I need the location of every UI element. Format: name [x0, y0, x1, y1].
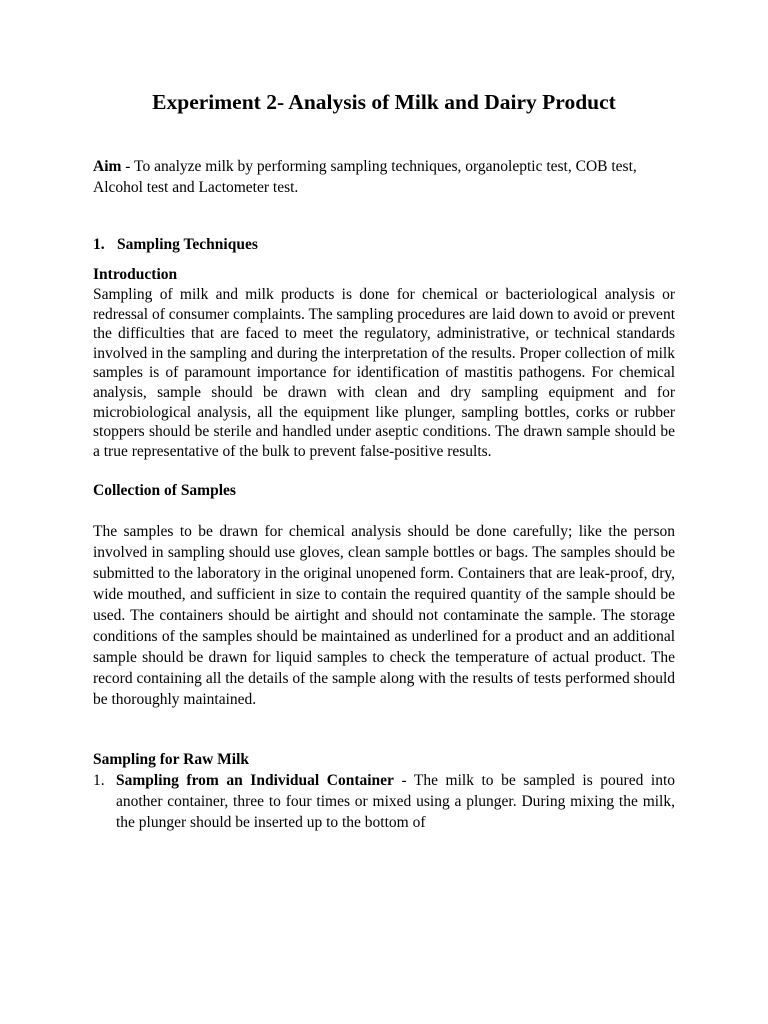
raw-milk-heading: Sampling for Raw Milk [93, 751, 250, 769]
section-number: 1. [93, 236, 105, 253]
list-item-text: - The milk to be sampled is poured into another container, three to four times or mixed using a plunger. During mixing the milk, the plunger should be inserted up to the bottom of [116, 772, 676, 832]
aim-label: Aim [93, 158, 122, 175]
aim-text: - To analyze milk by performing sampling techniques, organoleptic test, COB test, Alcohol test and Lactometer test. [93, 158, 637, 196]
list-item-number: 1. [93, 772, 105, 790]
list-item [93, 770, 675, 833]
collection-paragraph: The samples to be drawn for chemical analysis should be done carefully; like the person involved in sampling should use gloves, clean sample bottles or bags. The samples should be submitted to the laboratory in the original unopened form. Containers that are leak-proof, dry, wide mouthed, and sufficient in size to contain the required quantity of the sample should be used. The containers should be airtight and should not contaminate the sample. The storage conditions of the samples should be maintained as underlined for a product and an additional sample should be drawn for liquid samples to check the temperature of actual product. The record containing all the details of the sample along with the results of tests performed should be thoroughly maintained. [93, 523, 675, 709]
aim-paragraph [93, 156, 675, 198]
collection-heading: Collection of Samples [93, 482, 236, 500]
raw-milk-list [93, 770, 675, 833]
document-title: Experiment 2- Analysis of Milk and Dairy Product [152, 90, 616, 114]
section-title: Sampling Techniques [117, 236, 258, 253]
list-item-lead: Sampling from an Individual Container [116, 772, 394, 790]
section-heading [93, 234, 675, 255]
introduction-paragraph: Sampling of milk and milk products is done for chemical or bacteriological analysis or redressal of consumer complaints. The sampling procedures are laid down to avoid or prevent the difficulties that are faced to meet the regulatory, administrative, or technical standards involved in the sampling and during the interpretation of the results. Proper collection of milk samples is of paramount importance for identification of mastitis pathogens. For chemical analysis, sample should be drawn with clean and dry sampling equipment and for microbiological analysis, all the equipment like plunger, sampling bottles, corks or rubber stoppers should be sterile and handled under aseptic conditions. The drawn sample should be a true representative of the bulk to prevent false-positive results. [93, 286, 675, 460]
introduction-heading: Introduction [93, 266, 178, 283]
